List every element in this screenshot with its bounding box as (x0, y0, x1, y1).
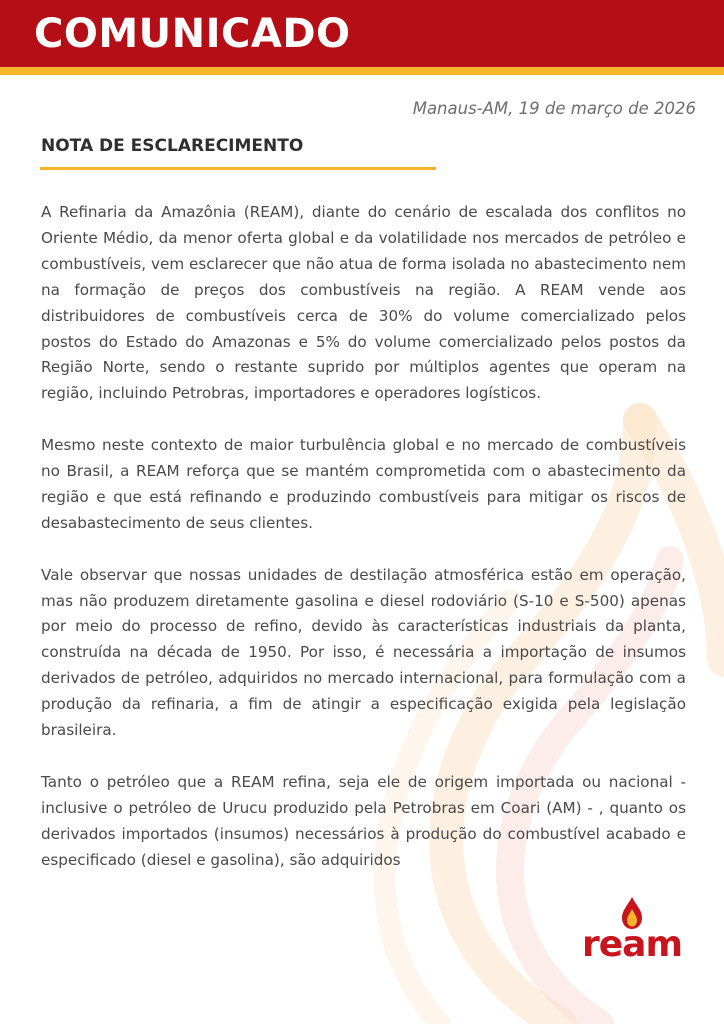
page-title: COMUNICADO (34, 11, 351, 57)
ream-logo (576, 897, 688, 971)
paragraph: Mesmo neste contexto de maior turbulência global e no mercado de combustíveis no Brasil, a REAM reforça que se mantém comprometida com o abastecimento da região e que está refinando e produzindo combustíveis para mitigar os riscos de desabastecimento de seus clientes. (41, 436, 686, 532)
paragraph: A Refinaria da Amazônia (REAM), diante do cenário de escalada dos conflitos no Oriente Médio, da menor oferta global e da volatilidade nos mercados de petróleo e combustíveis, vem esclarecer que não atua de forma isolada no abastecimento nem na formação de preços dos combustíveis na região. A REAM vende aos distribuidores de combustíveis cerca de 30% do volume comercializado pelos postos do Estado do Amazonas e 5% do volume comercializado pelos postos da Região Norte, sendo o restante suprido por múltiplos agentes que operam na região, incluindo Petrobras, importadores e operadores logísticos. (41, 203, 686, 403)
document-body (41, 200, 686, 899)
section-heading: NOTA DE ESCLARECIMENTO (41, 136, 304, 156)
logo-wordmark: ream (582, 924, 682, 965)
document-date: Manaus-AM, 19 de março de 2026 (412, 99, 696, 118)
header-banner (0, 0, 724, 67)
paragraph: Tanto o petróleo que a REAM refina, seja ele de origem importada ou nacional - inclusive o petróleo de Urucu produzido pela Petrobras em Coari (AM) - , quanto os derivados importados (insumos) necessários à produção do combustível acabado e especificado (diesel e gasolina), são adquiridos (41, 772, 686, 869)
heading-underline (40, 167, 436, 170)
header-accent-stripe (0, 67, 724, 75)
paragraph: Vale observar que nossas unidades de destilação atmosférica estão em operação, mas não produzem diretamente gasolina e diesel rodoviário (S-10 e S-500) apenas por meio do processo de refino, devido às características industriais da planta, construída na década de 1950. Por isso, é necessária a importação de insumos derivados de petróleo, adquiridos no mercado internacional, para formulação com a produção da refinaria, a fim de atingir a especificação exigida pela legislação brasileira. (41, 565, 686, 740)
